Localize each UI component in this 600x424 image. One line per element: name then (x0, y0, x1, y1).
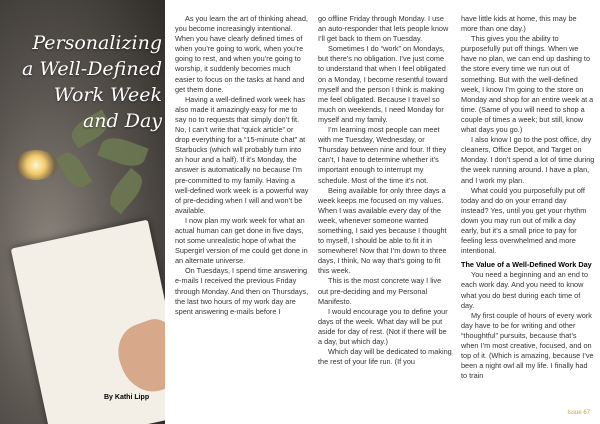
plant-leaf (104, 168, 148, 214)
plant-leaf (56, 149, 92, 192)
page-footer: Issue 67 (567, 410, 590, 416)
paragraph: have little kids at home, this may be more than one day.) (461, 14, 577, 34)
paragraph: This is the most concrete way I live out pre-deciding and my Personal Manifesto. (318, 276, 442, 306)
paragraph: I now plan my work week for what an actual human can get done in five days, not some unrealistic hope of what the Supergirl version of me could get done in an alternate universe. (175, 215, 308, 266)
paragraph: I would encourage you to define your days of the week. What day will be put aside for day of rest. (Not if there will be a day, but which day.) (318, 306, 448, 346)
byline: By Kathi Lipp (104, 394, 150, 401)
paragraph: Sometimes I do “work” on Mondays, but there’s no obligation. I’ve just come to understand that when I feel obligated on a Monday, I become resentful toward myself and the person I think is making me feel obligated. Because I travel so much on weekends, I need Monday for myself and my family. (318, 44, 448, 124)
paragraph: go offline Friday through Monday. I use an auto-responder that lets people know I’ll get back to them on Tuesday. (318, 14, 449, 44)
paragraph: Being available for only three days a week keeps me focused on my values. When I was available every day of the week, whenever someone wanted something, I said yes because I thought to myself, I should be able to fit it in somewhere! Now that I’m down to three days, I think, No way that’s going to fit this week. (318, 185, 447, 276)
text-column-1 (175, 14, 309, 317)
text-column-2 (318, 14, 452, 367)
paragraph: I also know I go to the post office, dry cleaners, Office Depot, and Target on Monday. I don’t spend a lot of time during the week running around. I have a plan, and I work my plan. (461, 135, 595, 185)
plant-leaf (97, 133, 148, 171)
paragraph: What could you purposefully put off today and do on your errand day instead? Yes, until you get your rhythm down you may run out of milk a day early, but it’s a small price to pay for feeling less overwhelmed and more intentional. (461, 185, 587, 256)
paragraph: On Tuesdays, I spend time answering e-mails I received the previous Friday through Monday. And then on Thursdays, the last two hours of my work day are spent answering e-mails before I (175, 266, 309, 316)
article-title: Personalizing a Well-Defined Work Week and Day (22, 32, 162, 132)
paragraph: My first couple of hours of every work day have to be for writing and other “thoughtful” pursuits, because that’s when I’m most creative, focused, and on top of it. (Which is amazing, because I’ve been a night owl all my life. I finally had to train (461, 310, 594, 381)
paragraph: This gives you the ability to purposefully put off things. When we have no plan, we can end up dashing to the store every time we run out of something. But with the well-defined week, I know I’m going to the store on Monday and shop for an entire week at a time. (Same of you will need to shop a couple of times a week; but still, know what days you go.) (461, 34, 594, 135)
candle-glass (14, 150, 58, 180)
hero-photo (0, 0, 165, 424)
paragraph: You need a beginning and an end to each work day. And you need to know what you do best during each time of day. (461, 270, 588, 310)
paragraph: I’m learning most people can meet with me Tuesday, Wednesday, or Thursday between nine and four. If they can’t, I have to determine whether it’s important enough to interrupt my schedule. Most of the time it’s not. (318, 125, 447, 185)
paragraph: Having a well-defined work week has also made it amazingly easy for me to say no to requests that simply don’t fit. No, I can’t write that “quick article” or drop everything for a “15-minute chat” at Starbucks (which will probably turn into an hour and a half). If it’s Monday, the answer is automatically no because I’m pre-committed to my family. Having a well-defined work week is a powerful way of pre-deciding when I will and won’t be available. (175, 94, 309, 215)
paragraph: As you learn the art of thinking ahead, you become increasingly intentional. When you have clearly defined times of when you’re going to work, when you’re going to rest, and when you’re going to worship, it suddenly becomes much easier to focus on the tasks at hand and get them done. (175, 14, 308, 94)
paragraph: Which day will be dedicated to making the rest of your life run. (If you (318, 347, 452, 367)
section-heading: The Value of a Well-Defined Work Day (461, 260, 592, 270)
text-column-3 (461, 14, 595, 381)
